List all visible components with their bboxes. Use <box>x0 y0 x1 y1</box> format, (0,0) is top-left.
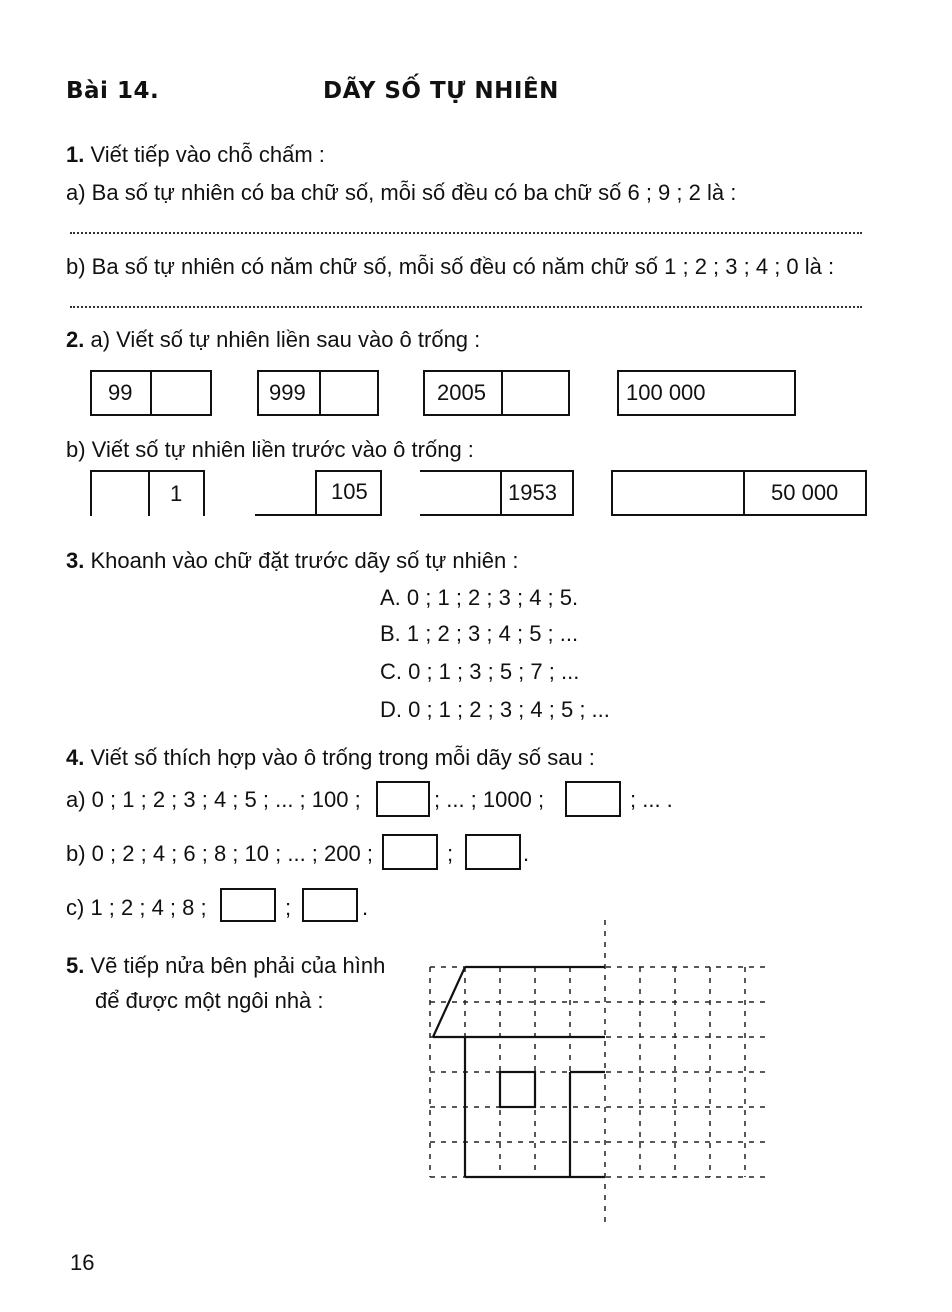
before-box-1 <box>90 470 205 516</box>
exercise-2-heading <box>66 327 480 353</box>
sequence-c-end: . <box>362 895 369 920</box>
sequence-b-box-1[interactable] <box>382 834 438 870</box>
before-answer-2[interactable] <box>255 470 315 514</box>
sequence-c-box-2[interactable] <box>302 888 358 922</box>
half-house-drawing <box>433 967 605 1177</box>
lesson-number: Bài 14. <box>66 78 160 104</box>
exercise-3-number: 3. <box>66 548 85 573</box>
before-box-4 <box>611 470 867 516</box>
after-answer-2[interactable] <box>323 372 377 414</box>
exercise-4-heading <box>66 745 595 771</box>
after-given-1: 99 <box>108 380 133 405</box>
before-given-1: 1 <box>170 481 183 506</box>
sequence-a-end: ; ... . <box>630 787 673 812</box>
exercise-5-line-2: để được một ngôi nhà : <box>95 988 324 1013</box>
option-a[interactable]: A. 0 ; 1 ; 2 ; 3 ; 4 ; 5. <box>380 585 579 610</box>
exercise-5-number: 5. <box>66 953 85 978</box>
exercise-3-prompt: Khoanh vào chữ đặt trước dãy số tự nhiên : <box>90 548 519 573</box>
answer-line-1b[interactable] <box>70 306 862 308</box>
option-b[interactable]: B. 1 ; 2 ; 3 ; 4 ; 5 ; ... <box>380 621 579 646</box>
exercise-4-number: 4. <box>66 745 85 770</box>
box-divider <box>150 372 152 414</box>
sequence-a-mid: ; ... ; 1000 ; <box>434 787 545 812</box>
after-given-3: 2005 <box>437 380 486 405</box>
sequence-c-text: c) 1 ; 2 ; 4 ; 8 ; <box>66 895 207 920</box>
box-divider <box>743 472 745 514</box>
exercise-2b-prompt: b) Viết số tự nhiên liền trước vào ô trống : <box>66 437 474 462</box>
before-given-3: 1953 <box>508 480 557 505</box>
after-answer-1[interactable] <box>154 372 210 414</box>
before-answer-1[interactable] <box>92 472 148 516</box>
option-d[interactable]: D. 0 ; 1 ; 2 ; 3 ; 4 ; 5 ; ... <box>380 697 610 722</box>
option-c[interactable]: C. 0 ; 1 ; 3 ; 5 ; 7 ; ... <box>380 659 580 684</box>
box-divider <box>319 372 321 414</box>
before-answer-4[interactable] <box>613 472 743 514</box>
box-divider <box>500 472 502 514</box>
sequence-a-box-1[interactable] <box>376 781 430 817</box>
exercise-3-heading <box>66 548 518 574</box>
exercise-1a-text: a) Ba số tự nhiên có ba chữ số, mỗi số đều có ba chữ số 6 ; 9 ; 2 là : <box>66 180 737 205</box>
before-answer-3[interactable] <box>420 472 500 514</box>
sequence-a-text: a) 0 ; 1 ; 2 ; 3 ; 4 ; 5 ; ... ; 100 ; <box>66 787 361 812</box>
box-divider <box>148 472 150 516</box>
before-box-2 <box>255 470 382 516</box>
sequence-a-box-2[interactable] <box>565 781 621 817</box>
exercise-2-number: 2. <box>66 327 85 352</box>
house-grid-figure[interactable] <box>400 915 800 1225</box>
sequence-b-mid: ; <box>447 841 454 866</box>
exercise-4-prompt: Viết số thích hợp vào ô trống trong mỗi dãy số sau : <box>90 745 595 770</box>
after-given-2: 999 <box>269 380 306 405</box>
before-given-2: 105 <box>331 479 368 504</box>
page-title: DÃY SỐ TỰ NHIÊN <box>323 78 559 104</box>
exercise-1-number: 1. <box>66 142 85 167</box>
answer-line-1a[interactable] <box>70 232 862 234</box>
exercise-5-heading <box>66 953 385 979</box>
after-box-2 <box>257 370 379 416</box>
sequence-c-mid: ; <box>285 895 292 920</box>
exercise-2a-prompt: a) Viết số tự nhiên liền sau vào ô trống : <box>90 327 481 352</box>
exercise-1b-text: b) Ba số tự nhiên có năm chữ số, mỗi số đều có năm chữ số 1 ; 2 ; 3 ; 4 ; 0 là : <box>66 254 835 279</box>
page-number: 16 <box>70 1250 95 1275</box>
exercise-1-heading <box>66 142 325 168</box>
before-given-4: 50 000 <box>771 480 839 505</box>
box-divider <box>501 372 503 414</box>
sequence-b-box-2[interactable] <box>465 834 521 870</box>
after-given-4: 100 000 <box>626 380 706 405</box>
sequence-b-end: . <box>523 841 530 866</box>
after-box-3 <box>423 370 570 416</box>
box-divider <box>315 470 317 514</box>
after-box-1 <box>90 370 212 416</box>
exercise-1-prompt: Viết tiếp vào chỗ chấm : <box>90 142 325 167</box>
sequence-c-box-1[interactable] <box>220 888 276 922</box>
sequence-b-text: b) 0 ; 2 ; 4 ; 6 ; 8 ; 10 ; ... ; 200 ; <box>66 841 373 866</box>
exercise-5-line-1: Vẽ tiếp nửa bên phải của hình <box>90 953 386 978</box>
after-box-4 <box>617 370 796 416</box>
after-answer-3[interactable] <box>505 372 568 414</box>
before-box-3 <box>420 470 574 516</box>
